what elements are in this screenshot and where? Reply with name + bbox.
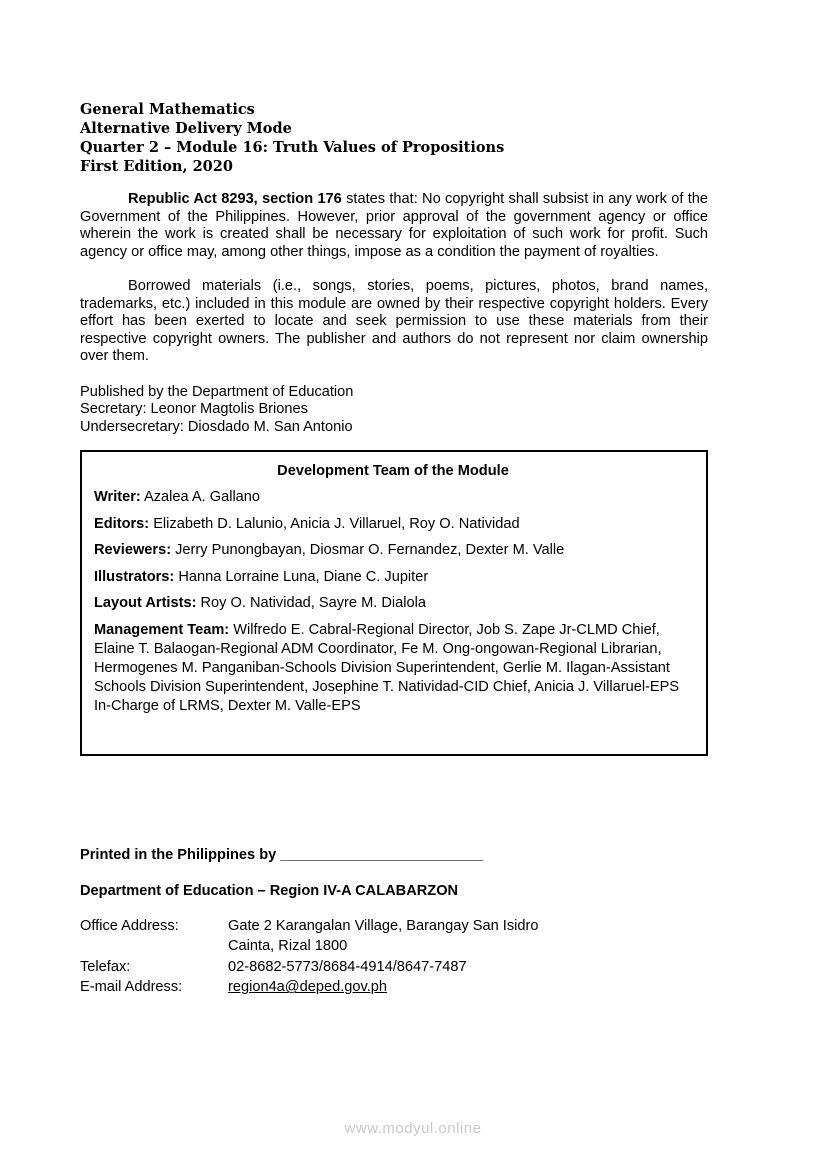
office-address-label: Office Address: — [80, 917, 179, 934]
printed-in-philippines-line — [80, 846, 708, 864]
doc-subtitle: Alternative Delivery Mode — [80, 120, 292, 137]
doc-module-line: Quarter 2 – Module 16: Truth Values of Propositions — [80, 139, 505, 156]
secretary-line: Secretary: Leonor Magtolis Briones — [80, 401, 308, 418]
contact-block — [80, 916, 708, 998]
published-by-line: Published by the Department of Education — [80, 383, 354, 400]
dev-entry-layout-artists-text: Roy O. Natividad, Sayre M. Dialola — [196, 595, 426, 612]
contact-row-email — [80, 977, 708, 998]
contact-row-office-address — [80, 916, 708, 937]
department-region-line: Department of Education – Region IV-A CALABARZON — [80, 882, 459, 899]
telefax-value: 02-8682-5773/8684-4914/8647-7487 — [228, 958, 467, 975]
telefax-label: Telefax: — [80, 958, 131, 975]
dev-entry-management-team-text: Wilfredo E. Cabral-Regional Director, Job S. Zape Jr-CLMD Chief, Elaine T. Balaogan-Regional ADM Coordinator, Fe M. Ong-ongowan-Regional Librarian, Hermogenes M. Panganiban-Schools Division Superintendent, Gerlie M. Ilagan-Assistant Schools Division Superintendent, Josephine T. Natividad-CID Chief, Anicia J. Villaruel-EPS In-Charge of LRMS, Dexter M. Valle-EPS — [94, 621, 680, 714]
email-label: E-mail Address: — [80, 979, 183, 996]
development-team-title: Development Team of the Module — [277, 463, 509, 480]
email-link[interactable]: region4a@deped.gov.ph — [228, 979, 387, 996]
republic-act-bold: Republic Act 8293, section 176 — [128, 191, 342, 207]
development-team-box — [80, 450, 708, 756]
printed-by-label: Printed in the Philippines by — [80, 846, 281, 863]
dev-entry-management-team-label: Management Team: — [94, 621, 230, 638]
dev-entry-management-team — [94, 621, 692, 716]
printed-by-blank: _________________________ — [280, 846, 484, 863]
dev-entry-layout-artists-label: Layout Artists: — [94, 595, 197, 612]
republic-act-paragraph — [80, 191, 708, 261]
dev-entry-layout-artists — [94, 594, 692, 613]
contact-row-office-address-2 — [80, 936, 708, 957]
office-address-label-2 — [80, 936, 228, 957]
dev-entry-editors — [94, 515, 692, 534]
dev-entry-illustrators-label: Illustrators: — [94, 568, 175, 585]
republic-act-text: states that: No copyright shall subsist in any work of the Government of the Philippines. However, prior approval of the government agency or office wherein the work is created shall be necessary for exploitation of such work for profit. Such agency or office may, among other things, impose as a condition the payment of royalties. — [80, 191, 708, 260]
undersecretary-line: Undersecretary: Diosdado M. San Antonio — [80, 418, 353, 435]
dev-entry-writer-text: Azalea A. Gallano — [140, 489, 261, 506]
dev-entry-reviewers-label: Reviewers: — [94, 542, 172, 559]
contact-row-telefax — [80, 957, 708, 978]
dev-entry-editors-label: Editors: — [94, 515, 150, 532]
doc-edition-line: First Edition, 2020 — [80, 158, 233, 175]
dev-entry-writer-label: Writer: — [94, 489, 141, 506]
dev-entry-illustrators-text: Hanna Lorraine Luna, Diane C. Jupiter — [174, 568, 429, 585]
doc-header — [80, 100, 708, 176]
office-address-value: Gate 2 Karangalan Village, Barangay San Isidro — [228, 917, 539, 934]
borrowed-materials-paragraph: Borrowed materials (i.e., songs, stories, poems, pictures, photos, brand names, trademarks, etc.) included in this module are owned by their respective copyright holders. Every effort has been exerted to locate and seek permission to use these materials from their respective copyright owners. The publisher and authors do not represent nor claim ownership over them. — [80, 278, 708, 364]
doc-title: General Mathematics — [80, 101, 255, 118]
dev-entry-reviewers — [94, 541, 692, 560]
dev-entry-reviewers-text: Jerry Punongbayan, Diosmar O. Fernandez, Dexter M. Valle — [171, 542, 565, 559]
dev-entry-illustrators — [94, 568, 692, 587]
publisher-block — [80, 384, 708, 437]
page-content — [80, 100, 708, 998]
dev-entry-editors-text: Elizabeth D. Lalunio, Anicia J. Villaruel, Roy O. Natividad — [149, 515, 520, 532]
dev-entry-writer — [94, 488, 692, 507]
watermark: www.modyul.online — [344, 1120, 482, 1137]
office-address-value-2: Cainta, Rizal 1800 — [228, 938, 348, 955]
